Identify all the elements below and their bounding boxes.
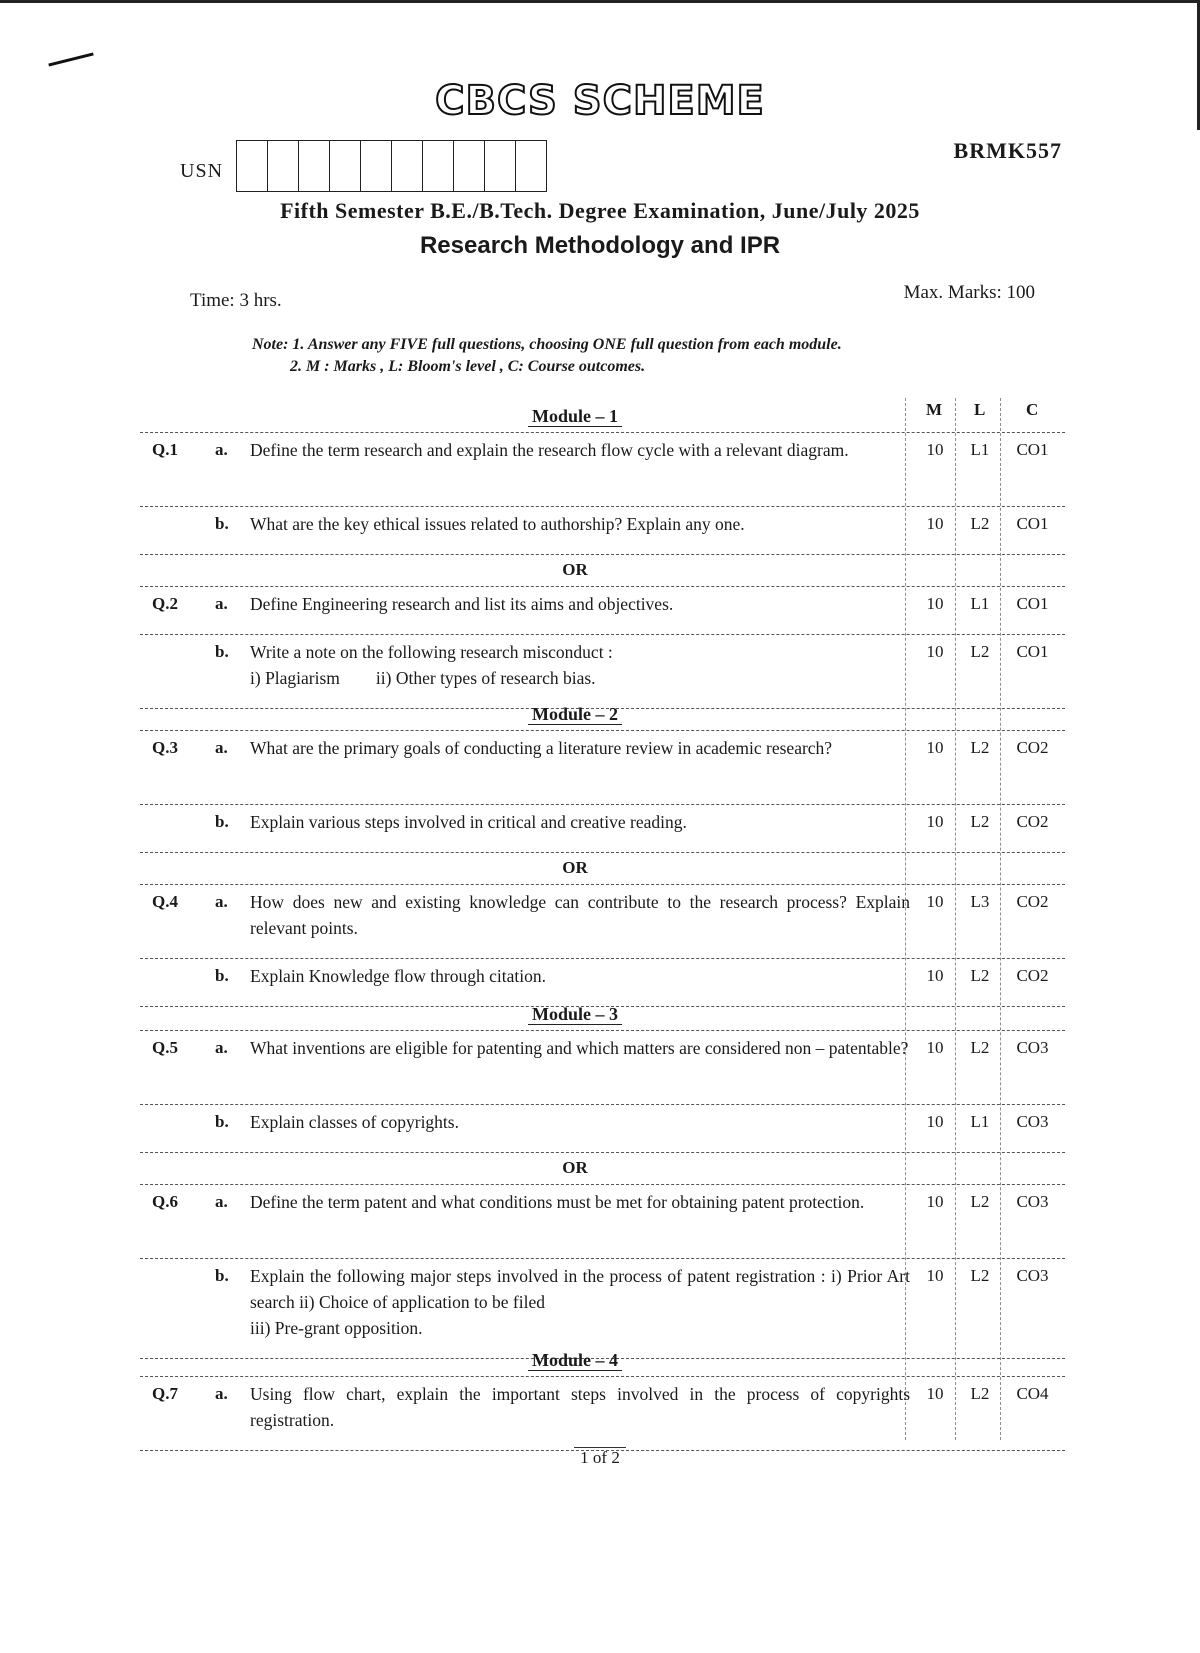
question-text-main: Write a note on the following research misconduct :: [250, 642, 613, 662]
question-text: [250, 639, 910, 691]
row-divider: [140, 1258, 1065, 1259]
row-divider: [140, 884, 1065, 885]
question-number: Q.3: [152, 738, 178, 757]
question-text: [250, 1035, 910, 1061]
course-outcome-cell: CO3: [1016, 1112, 1049, 1131]
part-label: b.: [215, 1112, 229, 1131]
course-outcome-cell: CO4: [1016, 1384, 1049, 1403]
header-m: M: [926, 400, 943, 419]
part-label: b.: [215, 514, 229, 533]
marks-cell: 10: [926, 642, 944, 661]
max-marks: Max. Marks: 100: [903, 282, 1035, 303]
course-outcome-cell: CO1: [1016, 642, 1049, 661]
page-number: 1 of 2: [574, 1447, 626, 1467]
course-outcome-cell: CO2: [1016, 812, 1049, 831]
bloom-level-cell: L2: [970, 1266, 990, 1285]
module-title-text: Module – 4: [528, 1350, 622, 1371]
option-item: ii) Other types of research bias.: [375, 668, 596, 688]
marks-cell: 10: [926, 440, 944, 459]
bloom-level-cell: L2: [970, 1192, 990, 1211]
option-list: [250, 665, 910, 691]
marks-cell: 10: [926, 514, 944, 533]
column-divider: [955, 398, 956, 1440]
marks-cell: 10: [926, 1266, 944, 1285]
part-label: a.: [215, 1192, 228, 1211]
question-text: [250, 809, 910, 835]
or-separator: OR: [562, 858, 588, 877]
bloom-level-cell: L2: [970, 812, 990, 831]
note-line-1: Note: 1. Answer any FIVE full questions, choosing ONE full question from each module.: [252, 336, 842, 353]
course-outcome-cell: CO3: [1016, 1038, 1049, 1057]
part-label: a.: [215, 892, 228, 911]
row-divider: [140, 730, 1065, 731]
header-l: L: [974, 400, 986, 419]
question-text-main: What inventions are eligible for patenting and which matters are considered non – patentable?: [250, 1038, 909, 1058]
module-title-text: Module – 3: [528, 1004, 622, 1025]
question-text-main: Define Engineering research and list its aims and objectives.: [250, 594, 674, 614]
question-text-main: What are the key ethical issues related to authorship? Explain any one.: [250, 514, 745, 534]
row-divider: [140, 1152, 1065, 1153]
marks-cell: 10: [926, 738, 944, 757]
question-text-main: How does new and existing knowledge can contribute to the research process? Explain relevant points.: [250, 892, 910, 938]
question-text-main: What are the primary goals of conducting a literature review in academic research?: [250, 738, 833, 758]
scheme-stamp: CBCS SCHEME: [435, 78, 765, 124]
module-title: [0, 704, 1150, 725]
usn-boxes[interactable]: [236, 140, 547, 192]
scan-edge-top: [0, 0, 1200, 3]
bloom-level-cell: L2: [970, 1038, 990, 1057]
column-divider: [905, 398, 906, 1440]
question-text: [250, 1263, 910, 1341]
or-separator: OR: [562, 560, 588, 579]
row-divider: [140, 432, 1065, 433]
usn-box[interactable]: [391, 140, 422, 192]
part-label: a.: [215, 1384, 228, 1403]
row-divider: [140, 1104, 1065, 1105]
usn-label: USN: [180, 160, 224, 182]
marks-cell: 10: [926, 1112, 944, 1131]
marks-cell: 10: [926, 892, 944, 911]
bloom-level-cell: L3: [970, 892, 990, 911]
bloom-level-cell: L1: [970, 440, 990, 459]
question-text: [250, 1109, 910, 1135]
usn-box[interactable]: [236, 140, 267, 192]
column-divider: [1000, 398, 1001, 1440]
question-number: Q.6: [152, 1192, 178, 1211]
bloom-level-cell: L2: [970, 738, 990, 757]
bloom-level-cell: L1: [970, 594, 990, 613]
marks-cell: 10: [926, 966, 944, 985]
course-outcome-cell: CO2: [1016, 892, 1049, 911]
module-title: [0, 406, 1150, 427]
module-title-text: Module – 1: [528, 406, 622, 427]
row-divider: [140, 1030, 1065, 1031]
course-outcome-cell: CO1: [1016, 594, 1049, 613]
usn-box[interactable]: [329, 140, 360, 192]
marks-cell: 10: [926, 812, 944, 831]
question-text: [250, 591, 910, 617]
part-label: b.: [215, 1266, 229, 1285]
question-text-main: Explain Knowledge flow through citation.: [250, 966, 546, 986]
question-text: [250, 511, 910, 537]
question-text-main: Explain various steps involved in critical and creative reading.: [250, 812, 687, 832]
part-label: a.: [215, 1038, 228, 1057]
pen-mark: [48, 52, 93, 66]
course-outcome-cell: CO2: [1016, 966, 1049, 985]
question-number: Q.7: [152, 1384, 178, 1403]
question-text: [250, 1189, 910, 1215]
marks-cell: 10: [926, 594, 944, 613]
question-text-main: Explain the following major steps involved in the process of patent registration : i) Prior Art search ii) Choice of application to be filed: [250, 1266, 910, 1312]
subject-title: Research Methodology and IPR: [419, 232, 781, 259]
question-text-main: Define the term research and explain the research flow cycle with a relevant diagram.: [250, 440, 849, 460]
usn-box[interactable]: [484, 140, 515, 192]
part-label: a.: [215, 738, 228, 757]
marks-cell: 10: [926, 1038, 944, 1057]
question-text: [250, 735, 910, 761]
module-title-text: Module – 2: [528, 704, 622, 725]
usn-box[interactable]: [515, 140, 547, 192]
question-text-main: Define the term patent and what conditions must be met for obtaining patent protection.: [250, 1192, 865, 1212]
module-title: [0, 1004, 1150, 1025]
marks-cell: 10: [926, 1192, 944, 1211]
part-label: b.: [215, 966, 229, 985]
note-line-2: 2. M : Marks , L: Bloom's level , C: Course outcomes.: [290, 358, 646, 375]
module-title: [0, 1350, 1150, 1371]
bloom-level-cell: L2: [970, 966, 990, 985]
or-separator: OR: [562, 1158, 588, 1177]
row-divider: [140, 506, 1065, 507]
usn-box[interactable]: [360, 140, 391, 192]
row-divider: [140, 1376, 1065, 1377]
part-label: a.: [215, 440, 228, 459]
option-item: i) Plagiarism: [250, 668, 340, 688]
row-divider: [140, 958, 1065, 959]
course-outcome-cell: CO3: [1016, 1192, 1049, 1211]
exam-notes: [252, 334, 842, 378]
exam-title: Fifth Semester B.E./B.Tech. Degree Examination, June/July 2025: [280, 198, 920, 223]
question-text-main: Using flow chart, explain the important steps involved in the process of copyrights registration.: [250, 1384, 910, 1430]
header-c: C: [1026, 400, 1039, 419]
course-outcome-cell: CO2: [1016, 738, 1049, 757]
part-label: b.: [215, 642, 229, 661]
part-label: a.: [215, 594, 228, 613]
page-footer: [0, 1448, 1200, 1468]
subject-code: BRMK557: [953, 138, 1062, 163]
question-text: [250, 889, 910, 941]
question-text-main: Explain classes of copyrights.: [250, 1112, 459, 1132]
bloom-level-cell: L2: [970, 514, 990, 533]
usn-box[interactable]: [298, 140, 329, 192]
row-divider: [140, 852, 1065, 853]
question-text-continued: iii) Pre-grant opposition.: [250, 1318, 423, 1338]
row-divider: [140, 1184, 1065, 1185]
row-divider: [140, 554, 1065, 555]
exam-time: Time: 3 hrs.: [190, 290, 282, 311]
course-outcome-cell: CO1: [1016, 514, 1049, 533]
question-text: [250, 963, 910, 989]
question-number: Q.5: [152, 1038, 178, 1057]
bloom-level-cell: L2: [970, 1384, 990, 1403]
question-number: Q.1: [152, 440, 178, 459]
row-divider: [140, 586, 1065, 587]
question-number: Q.2: [152, 594, 178, 613]
usn-box[interactable]: [422, 140, 453, 192]
question-number: Q.4: [152, 892, 178, 911]
question-text: [250, 437, 910, 463]
usn-box[interactable]: [453, 140, 484, 192]
bloom-level-cell: L1: [970, 1112, 990, 1131]
course-outcome-cell: CO3: [1016, 1266, 1049, 1285]
part-label: b.: [215, 812, 229, 831]
row-divider: [140, 634, 1065, 635]
bloom-level-cell: L2: [970, 642, 990, 661]
course-outcome-cell: CO1: [1016, 440, 1049, 459]
row-divider: [140, 804, 1065, 805]
usn-box[interactable]: [267, 140, 298, 192]
marks-cell: 10: [926, 1384, 944, 1403]
question-text: [250, 1381, 910, 1433]
